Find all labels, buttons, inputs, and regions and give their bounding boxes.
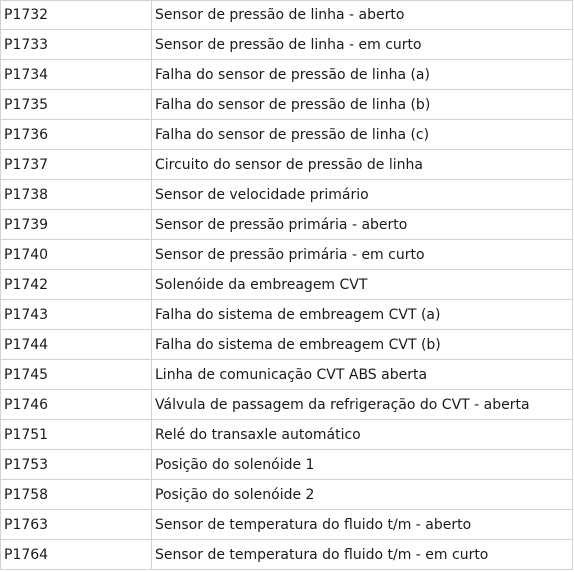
code-cell: P1737 xyxy=(1,150,152,180)
code-cell: P1738 xyxy=(1,180,152,210)
code-cell: P1744 xyxy=(1,330,152,360)
table-row xyxy=(1,180,573,210)
code-cell: P1735 xyxy=(1,90,152,120)
description-cell: Sensor de pressão primária - aberto xyxy=(152,210,573,240)
table-row xyxy=(1,300,573,330)
code-cell: P1751 xyxy=(1,420,152,450)
code-cell: P1743 xyxy=(1,300,152,330)
table-row xyxy=(1,450,573,480)
description-cell: Circuito do sensor de pressão de linha xyxy=(152,150,573,180)
description-cell: Válvula de passagem da refrigeração do CVT - aberta xyxy=(152,390,573,420)
description-cell: Posição do solenóide 1 xyxy=(152,450,573,480)
description-cell: Sensor de pressão de linha - em curto xyxy=(152,30,573,60)
code-cell: P1746 xyxy=(1,390,152,420)
code-cell: P1733 xyxy=(1,30,152,60)
table-row xyxy=(1,1,573,30)
table-row xyxy=(1,510,573,540)
code-cell: P1745 xyxy=(1,360,152,390)
fault-codes-table-body xyxy=(1,1,573,570)
description-cell: Sensor de temperatura do fluido t/m - em curto xyxy=(152,540,573,570)
description-cell: Solenóide da embreagem CVT xyxy=(152,270,573,300)
table-row xyxy=(1,60,573,90)
code-cell: P1732 xyxy=(1,1,152,30)
code-cell: P1764 xyxy=(1,540,152,570)
table-row xyxy=(1,90,573,120)
table-row xyxy=(1,120,573,150)
table-row xyxy=(1,480,573,510)
table-row xyxy=(1,330,573,360)
description-cell: Sensor de pressão primária - em curto xyxy=(152,240,573,270)
table-row xyxy=(1,30,573,60)
description-cell: Sensor de velocidade primário xyxy=(152,180,573,210)
table-row xyxy=(1,360,573,390)
code-cell: P1763 xyxy=(1,510,152,540)
table-row xyxy=(1,420,573,450)
table-row xyxy=(1,390,573,420)
description-cell: Posição do solenóide 2 xyxy=(152,480,573,510)
table-row xyxy=(1,270,573,300)
description-cell: Falha do sistema de embreagem CVT (b) xyxy=(152,330,573,360)
description-cell: Sensor de temperatura do fluido t/m - aberto xyxy=(152,510,573,540)
table-row xyxy=(1,540,573,570)
code-cell: P1739 xyxy=(1,210,152,240)
code-cell: P1734 xyxy=(1,60,152,90)
code-cell: P1740 xyxy=(1,240,152,270)
description-cell: Falha do sensor de pressão de linha (b) xyxy=(152,90,573,120)
code-cell: P1758 xyxy=(1,480,152,510)
description-cell: Sensor de pressão de linha - aberto xyxy=(152,1,573,30)
description-cell: Falha do sensor de pressão de linha (c) xyxy=(152,120,573,150)
description-cell: Falha do sensor de pressão de linha (a) xyxy=(152,60,573,90)
table-row xyxy=(1,210,573,240)
table-row xyxy=(1,150,573,180)
code-cell: P1736 xyxy=(1,120,152,150)
code-cell: P1753 xyxy=(1,450,152,480)
code-cell: P1742 xyxy=(1,270,152,300)
table-row xyxy=(1,240,573,270)
description-cell: Linha de comunicação CVT ABS aberta xyxy=(152,360,573,390)
description-cell: Falha do sistema de embreagem CVT (a) xyxy=(152,300,573,330)
description-cell: Relé do transaxle automático xyxy=(152,420,573,450)
